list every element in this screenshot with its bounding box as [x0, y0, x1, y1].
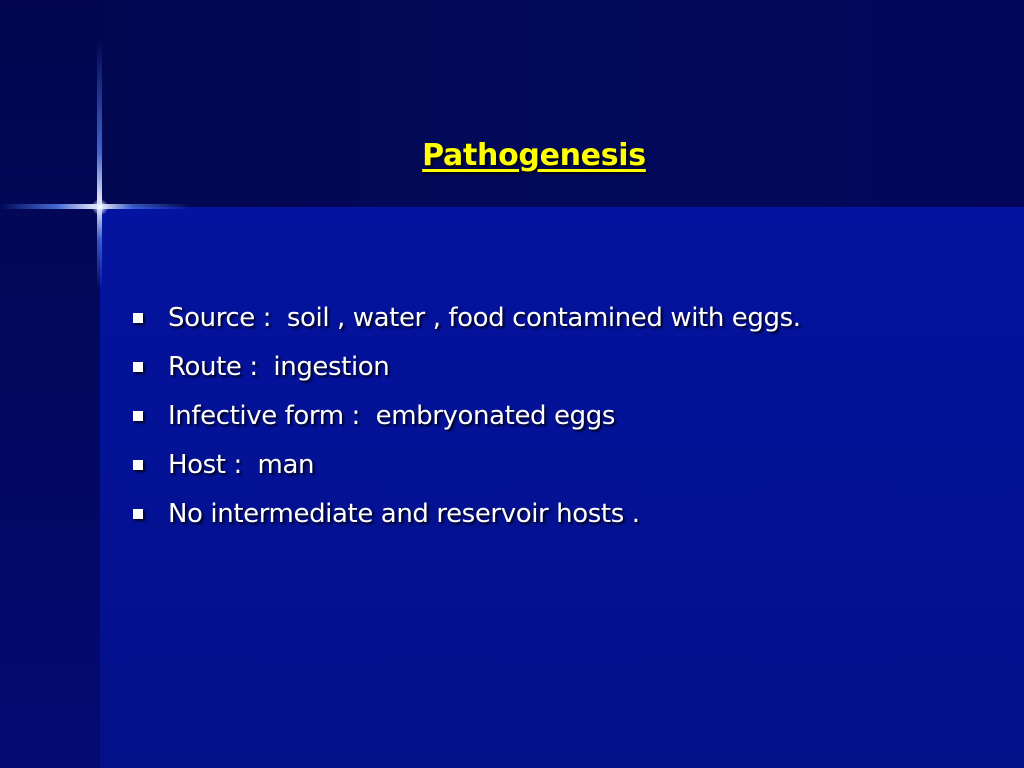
slide-left-band: [0, 0, 100, 768]
bullet-item: [130, 445, 315, 494]
bullet-text: Route : ingestion: [168, 352, 390, 382]
square-bullet-icon: [133, 460, 143, 470]
square-bullet-icon: [133, 509, 143, 519]
bullet-text: Infective form : embryonated eggs: [168, 401, 615, 431]
bullet-item: [130, 494, 640, 543]
bullet-text: Host : man: [168, 450, 315, 480]
bullet-text: Source : soil , water , food contamined with eggs.: [168, 303, 801, 333]
slide-top-band: [0, 0, 1024, 207]
square-bullet-icon: [133, 362, 143, 372]
bullet-item: [130, 396, 615, 445]
slide-content-panel: [100, 207, 1024, 768]
bullet-text: No intermediate and reservoir hosts .: [168, 499, 640, 529]
square-bullet-icon: [133, 411, 143, 421]
bullet-item: [130, 298, 801, 347]
slide-title: Pathogenesis: [422, 138, 646, 173]
square-bullet-icon: [133, 313, 143, 323]
bullet-item: [130, 347, 390, 396]
light-flare-core: [92, 199, 108, 215]
bullet-list: [130, 298, 801, 543]
